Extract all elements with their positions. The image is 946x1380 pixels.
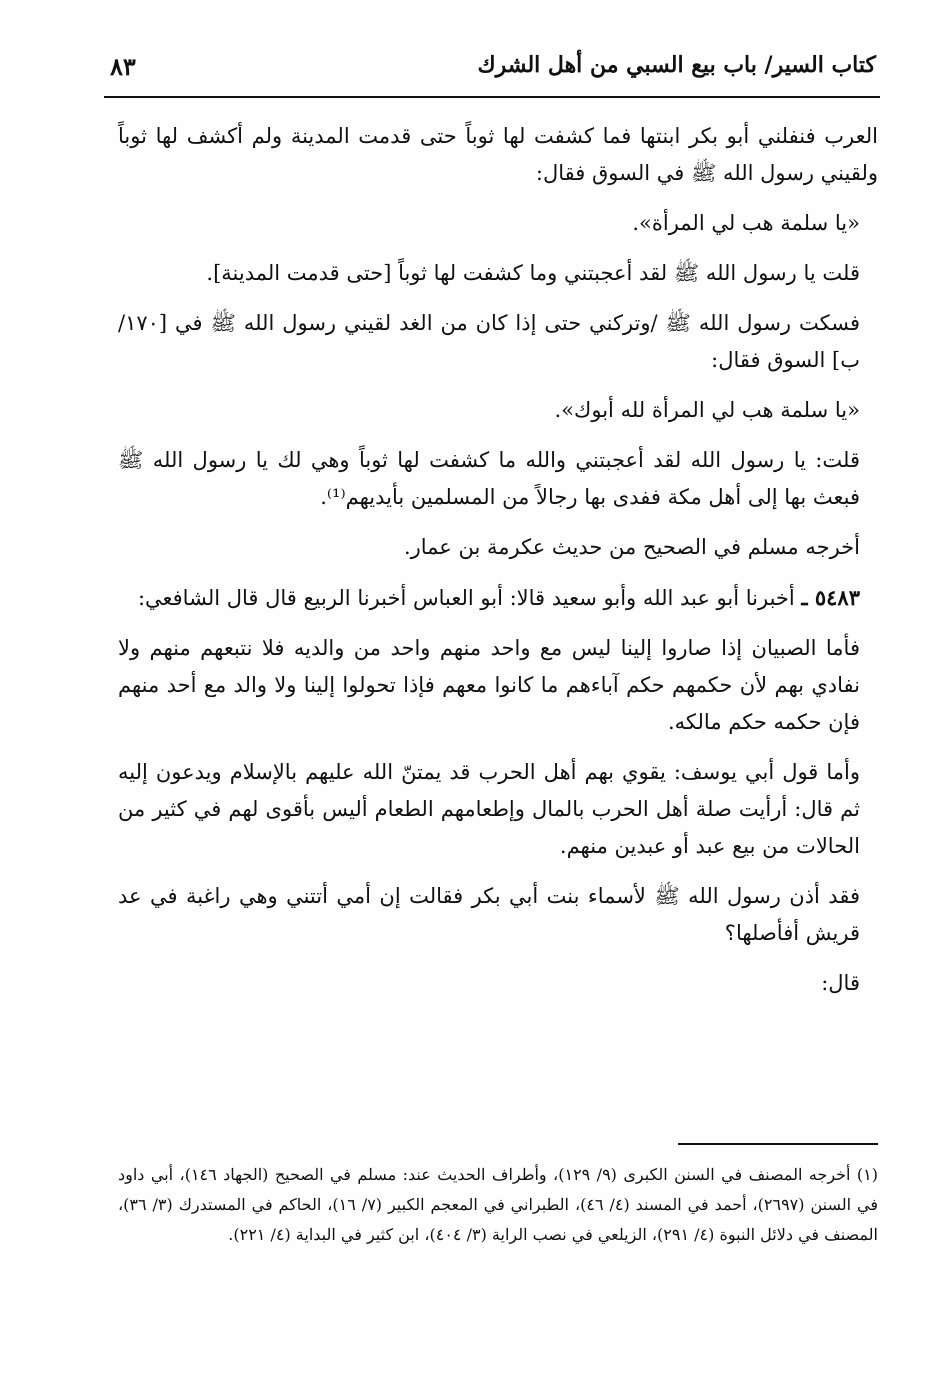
- paragraph: قلت: يا رسول الله لقد أعجبتني والله ما كشفت لها ثوباً وهي لك يا رسول الله ﷺ فبعث بها إلى أهل مكة ففدى بها رجالاً من المسلمين بأيديهم⁽¹⁾.: [118, 448, 860, 509]
- quote-paragraph: «يا سلمة هب لي المرأة لله أبوك».: [554, 398, 860, 422]
- main-text: [118, 118, 878, 1015]
- page-header: [110, 52, 876, 88]
- footnote: (١) أخرجه المصنف في السنن الكبرى (٩/ ١٢٩)، وأطراف الحديث عند: مسلم في الصحيح (الجهاد ١٤٦)، أبي داود في السنن (٢٦٩٧)، أحمد في المسند (٤/ ٤٦)، الطبراني في المعجم الكبير (٧/ ١٦)، الحاكم في المستدرك (٣/ ٣٦)، المصنف في دلائل النبوة (٤/ ٢٩١)، الزيلعي في نصب الراية (٣/ ٤٠٤)، ابن كثير في البداية (٤/ ٢٢١).: [118, 1165, 879, 1244]
- paragraph: فقد أذن رسول الله ﷺ لأسماء بنت أبي بكر فقالت إن أمي أتتني وهي راغبة في عد قريش أفأصلها؟: [118, 884, 860, 945]
- source-note: أخرجه مسلم في الصحيح من حديث عكرمة بن عمار.: [403, 535, 860, 559]
- running-head: كتاب السير/ باب بيع السبي من أهل الشرك: [477, 52, 876, 78]
- footnote-rule: [678, 1143, 878, 1145]
- hadith-number: ٥٤٨٣ ـ: [801, 585, 860, 610]
- quote-paragraph: «يا سلمة هب لي المرأة».: [632, 211, 860, 235]
- paragraph: فأما الصبيان إذا صاروا إلينا ليس مع واحد منهم واحد من والديه فلا نتبعهم منهم ولا نفادي بهم لأن حكمهم حكم آباءهم ما كانوا معهم فإذا تحولوا إلينا ولا والد مع أحد منهم فإن حكمه حكم مالكه.: [118, 636, 860, 734]
- paragraph: العرب فنفلني أبو بكر ابنتها فما كشفت لها ثوباً حتى قدمت المدينة ولم أكشف لها ثوباً ولقيني رسول الله ﷺ في السوق فقال:: [118, 124, 878, 185]
- paragraph: فسكت رسول الله ﷺ /وتركني حتى إذا كان من الغد لقيني رسول الله ﷺ في [١٧٠/ ب] السوق فقال:: [118, 311, 860, 372]
- paragraph: وأما قول أبي يوسف: يقوي بهم أهل الحرب قد يمتنّ الله عليهم بالإسلام ويدعون إليه ثم قال: أرأيت صلة أهل الحرب بالمال وإطعامهم الطعام أليس بأقوى لهم في كثير من الحالات من بيع عبد أو عبدين منهم.: [118, 760, 860, 858]
- page-number: ٨٣: [110, 52, 136, 81]
- paragraph: قلت يا رسول الله ﷺ لقد أعجبتني وما كشفت لها ثوباً [حتى قدمت المدينة].: [206, 261, 860, 285]
- hadith-paragraph: [118, 579, 860, 617]
- hadith-text: أخبرنا أبو عبد الله وأبو سعيد قالا: أبو العباس أخبرنا الربيع قال قال الشافعي:: [137, 586, 802, 610]
- header-rule: [104, 96, 880, 98]
- paragraph: قال:: [821, 971, 860, 995]
